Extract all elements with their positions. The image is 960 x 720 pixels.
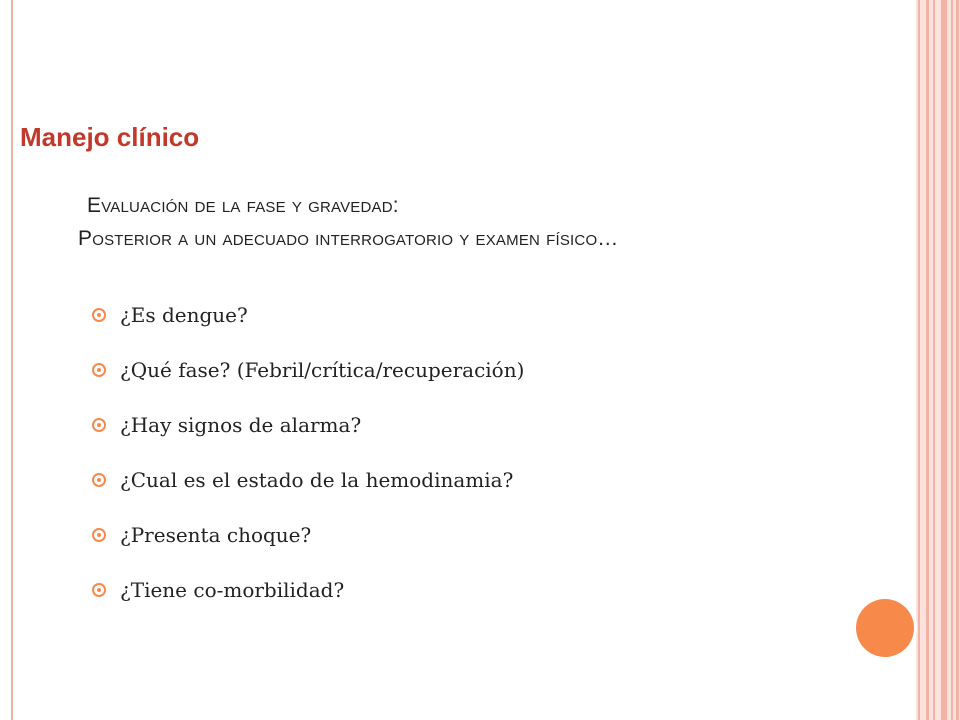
orange-ring-bullet-icon — [92, 473, 106, 487]
bullet-item — [92, 575, 524, 630]
right-decorative-band — [916, 0, 960, 720]
left-border-line — [11, 0, 13, 720]
slide-title: Manejo clínico — [20, 122, 200, 152]
subtitle-line-2: Posterior a un adecuado interrogatorio y examen físico… — [78, 227, 619, 250]
bullet-list — [92, 300, 524, 630]
orange-ring-bullet-icon — [92, 418, 106, 432]
right-stripe — [956, 0, 959, 720]
orange-circle-ornament — [856, 599, 914, 657]
bullet-item — [92, 355, 524, 410]
bullet-text: ¿Hay signos de alarma? — [120, 413, 362, 437]
subtitle-line-1: Evaluación de la fase y gravedad: — [87, 194, 399, 217]
right-stripe — [933, 0, 935, 720]
bullet-text: ¿Presenta choque? — [120, 523, 312, 547]
bullet-text: ¿Cual es el estado de la hemodinamia? — [120, 468, 514, 492]
bullet-text: ¿Es dengue? — [120, 303, 248, 327]
bullet-text: ¿Tiene co-morbilidad? — [120, 578, 345, 602]
bullet-text: ¿Qué fase? (Febril/crítica/recuperación) — [120, 358, 525, 382]
orange-ring-bullet-icon — [92, 583, 106, 597]
right-stripe — [941, 0, 947, 720]
bullet-item — [92, 410, 524, 465]
bullet-item — [92, 520, 524, 575]
right-stripe — [926, 0, 929, 720]
bullet-item — [92, 300, 524, 355]
orange-ring-bullet-icon — [92, 363, 106, 377]
orange-ring-bullet-icon — [92, 528, 106, 542]
right-stripe — [951, 0, 953, 720]
bullet-item — [92, 465, 524, 520]
right-stripe — [918, 0, 920, 720]
orange-ring-bullet-icon — [92, 308, 106, 322]
